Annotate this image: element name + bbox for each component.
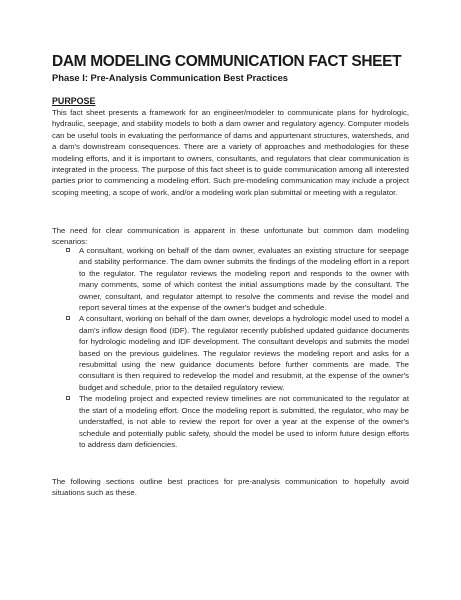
square-bullet-icon [66,248,70,252]
square-bullet-icon [66,396,70,400]
scenario-text: The modeling project and expected review timelines are not communicated to the regulator at the start of a modeling effort. Once the modeling report is submitted, the regulator, who may be understaffed, is not able to review the report for over a year at the expense of the owner's schedule and potentially public safety, should the model be used to inform future design efforts to address dam deficiencies. [79,394,409,449]
scenarios-intro-paragraph: The need for clear communication is apparent in these unfortunate but common dam modeling scenarios: [52,226,409,247]
intro-paragraph: This fact sheet presents a framework for an engineer/modeler to communicate plans for hydrologic, hydraulic, seepage, and stability models to both a dam owner and regulatory agency. Computer models can be useful tools in evaluating the performance of dams and appurtenant structures, watersheds, and a dam's downstream consequences. There are a variety of approaches and methodologies for these modeling efforts, and it is important to owners, consultants, and regulators that clear communication is integrated in the process. The purpose of this fact sheet is to guide communication among all interested parties prior to commencing a modeling effort. Such pre-modeling communication may include a project scoping meeting, a scope of work, and/or a modeling work plan submittal or meeting with a regulator. [52,108,409,197]
scenario-list [52,245,409,450]
scenario-list-item [52,245,409,313]
square-bullet-icon [66,316,70,320]
closing-paragraph: The following sections outline best practices for pre-analysis communication to hopefully avoid situations such as these. [52,477,409,498]
scenario-list-item [52,313,409,393]
scenario-text: A consultant, working on behalf of the dam owner, evaluates an existing structure for seepage and stability performance. The dam owner submits the findings of the modeling effort in a report to the regulator. The regulator reviews the modeling report and responds to the owner with many comments, some of which contest the initial assumptions made by the consultant. The owner, consultant, and regulator attempt to resolve the comments and revise the model and report several times at the expense of the owner's budget and schedule. [79,246,409,313]
purpose-heading: PURPOSE [52,96,96,106]
scenario-list-item [52,393,409,450]
scenario-text: A consultant, working on behalf of the dam owner, develops a hydrologic model used to model a dam's inflow design flood (IDF). The regulator recently published updated guidance documents for hydrologic modeling and IDF development. The consultant develops and submits the model based on the previous guidelines. The regulator reviews the modeling report and asks for a resubmittal using the new guidance documents before further comments are made. The consultant is then required to redevelop the model and resubmit, at the expense of the owner's budget and schedule, prior to the detailed regulatory review. [79,314,409,392]
document-title: DAM MODELING COMMUNICATION FACT SHEET [52,53,402,70]
document-subtitle: Phase I: Pre-Analysis Communication Best Practices [52,72,289,83]
